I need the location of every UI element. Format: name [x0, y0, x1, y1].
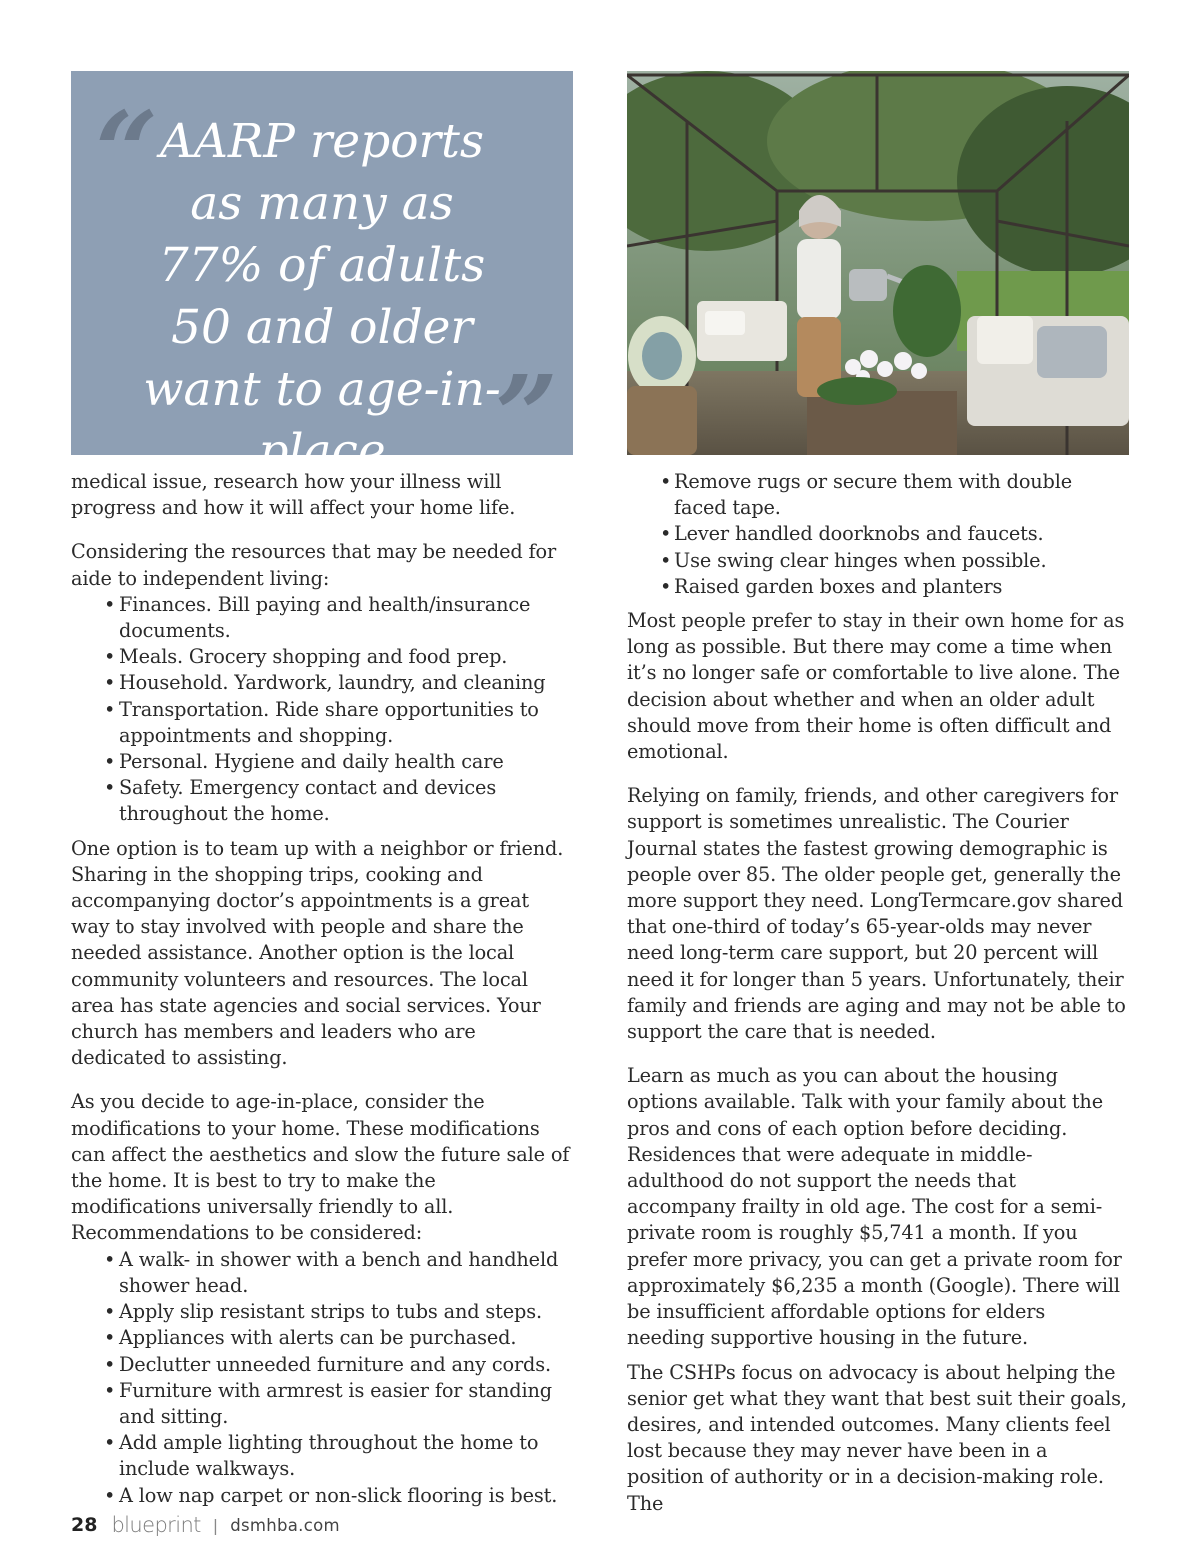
- pull-quote-text: AARP reports as many as 77% of adults 50 and older want to age-in-place: [143, 114, 501, 479]
- paragraph: As you decide to age-in-place, consider the modifications to your home. These modifications can affect the aesthetics and slow the future sale of the home. It is best to try to make the modifications universally friendly to all. Recommendations to be considered:: [71, 1090, 570, 1245]
- list-item: • Apply slip resistant strips to tubs and steps.: [71, 1299, 571, 1325]
- list-item: • A low nap carpet or non-slick flooring is best.: [71, 1483, 571, 1509]
- left-column: [71, 469, 571, 1509]
- brand-logo: blueprint: [111, 1513, 201, 1537]
- modifications-list: [71, 1247, 571, 1509]
- list-item: • A walk- in shower with a bench and handheld shower head.: [71, 1247, 571, 1299]
- paragraph: The CSHPs focus on advocacy is about helping the senior get what they want that best suit their goals, desires, and intended outcomes. Many clients feel lost because they may never have been in a position of authority or in a decision-making role. The: [627, 1360, 1127, 1515]
- list-item: • Transportation. Ride share opportunities to appointments and shopping.: [71, 697, 571, 749]
- list-item: • Finances. Bill paying and health/insurance documents.: [71, 592, 571, 644]
- list-item: • Appliances with alerts can be purchased.: [71, 1325, 571, 1351]
- article-photo: [627, 71, 1129, 455]
- website-link[interactable]: dsmhba.com: [230, 1515, 340, 1535]
- list-item: • Personal. Hygiene and daily health care: [71, 749, 571, 775]
- list-item: • Raised garden boxes and planters: [627, 574, 1127, 600]
- paragraph: Most people prefer to stay in their own home for as long as possible. But there may come a time when it’s no longer safe or comfortable to live alone. The decision about whether and when an older adult should move from their home is often difficult and emotional.: [627, 609, 1125, 764]
- page-footer: [71, 1512, 340, 1538]
- paragraph: Considering the resources that may be needed for aide to independent living:: [71, 540, 557, 590]
- paragraph: medical issue, research how your illness will progress and how it will affect your home life.: [71, 470, 516, 520]
- list-item: • Household. Yardwork, laundry, and cleaning: [71, 670, 571, 696]
- list-item: • Declutter unneeded furniture and any cords.: [71, 1352, 571, 1378]
- close-quote-mark: ”: [495, 351, 559, 480]
- resources-list: [71, 592, 571, 828]
- right-column: [627, 469, 1127, 1517]
- list-item: • Meals. Grocery shopping and food prep.: [71, 644, 571, 670]
- paragraph: One option is to team up with a neighbor or friend. Sharing in the shopping trips, cooking and accompanying doctor’s appointments is a great way to stay involved with people and share the needed assistance. Another option is the local community volunteers and resources. The local area has state agencies and social services. Your church has members and leaders who are dedicated to assisting.: [71, 836, 564, 1070]
- pull-quote: [71, 71, 573, 480]
- paragraph: Relying on family, friends, and other caregivers for support is sometimes unrealistic. The Courier Journal states the fastest growing demographic is people over 85. The older people get, generally the more support they need. LongTermcare.gov shared that one-third of today’s 65-year-olds may never need long-term care support, but 20 percent will need it for longer than 5 years. Unfortunately, their family and friends are aging and may not be able to support the care that is needed.: [627, 784, 1126, 1044]
- list-item: • Add ample lighting throughout the home to include walkways.: [71, 1430, 571, 1482]
- list-item: • Use swing clear hinges when possible.: [627, 548, 1127, 574]
- list-item: • Remove rugs or secure them with double faced tape.: [627, 469, 1127, 521]
- list-item: • Safety. Emergency contact and devices throughout the home.: [71, 775, 571, 827]
- list-item: • Furniture with armrest is easier for standing and sitting.: [71, 1378, 571, 1430]
- open-quote-mark: “: [95, 87, 159, 216]
- page-number: 28: [71, 1514, 98, 1536]
- modifications-list-continued: [627, 469, 1127, 600]
- paragraph: Learn as much as you can about the housing options available. Talk with your family about the pros and cons of each option before deciding. Residences that were adequate in middle-adulthood do not support the needs that accompany frailty in old age. The cost for a semi-private room is roughly $5,741 a month. If you prefer more privacy, you can get a private room for approximately $6,235 a month (Google). There will be insufficient affordable options for elders needing supportive housing in the future.: [627, 1064, 1122, 1350]
- list-item: • Lever handled doorknobs and faucets.: [627, 521, 1127, 547]
- footer-separator: |: [212, 1515, 219, 1535]
- greenhouse-photo-image: [627, 71, 1129, 455]
